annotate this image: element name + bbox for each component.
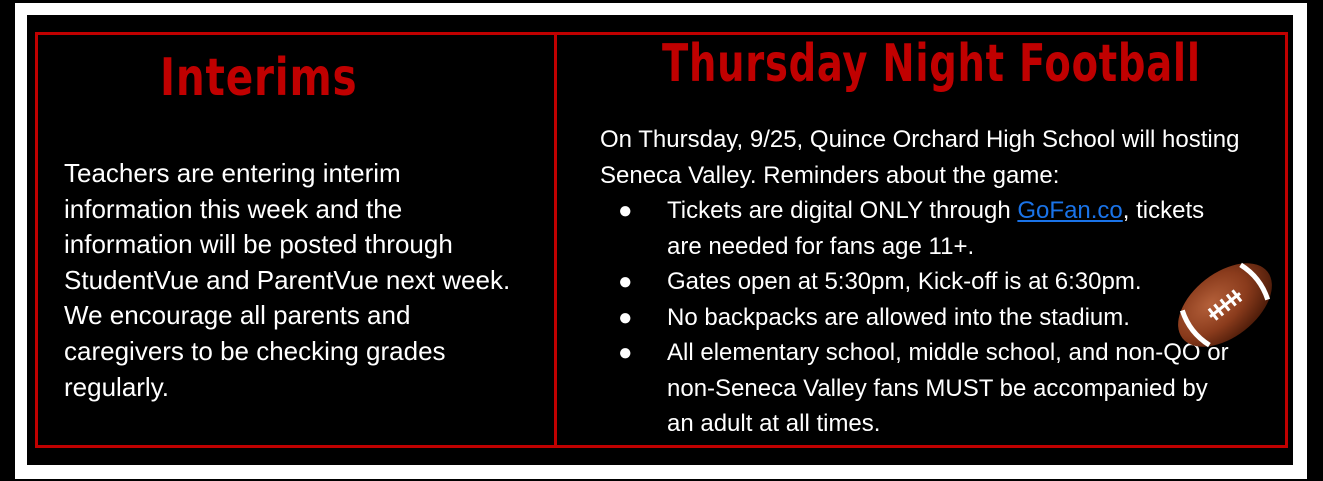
reminder-text: , tickets are needed for fans age 11+. xyxy=(667,197,1205,260)
reminder-item-backpacks xyxy=(600,300,1240,336)
reminder-item-gates xyxy=(600,264,1240,300)
football-intro: On Thursday, 9/25, Quince Orchard High School will hosting Seneca Valley. Reminders about the game: xyxy=(600,126,1240,189)
bullet-icon: ● xyxy=(618,339,633,366)
interims-body: Teachers are entering interim information this week and the information will be posted through StudentVue and ParentVue next week. We encourage all parents and caregivers to be checking grades regularly. xyxy=(64,158,511,402)
reminder-item-tickets xyxy=(600,193,1240,264)
football-icon xyxy=(1170,255,1280,355)
bullet-icon: ● xyxy=(618,303,633,331)
reminder-list xyxy=(600,193,1240,442)
bullet-icon: ● xyxy=(618,197,633,224)
football-body xyxy=(600,122,1240,442)
football-title: Thursday Night Football xyxy=(662,34,1201,94)
interims-title: Interims xyxy=(160,48,358,108)
gofan-link[interactable]: GoFan.co xyxy=(1017,197,1123,224)
reminder-text: No backpacks are allowed into the stadium. xyxy=(667,303,1130,331)
bullet-icon: ● xyxy=(618,268,633,295)
reminder-item-supervision xyxy=(600,335,1240,442)
reminder-text: Gates open at 5:30pm, Kick-off is at 6:30pm. xyxy=(667,268,1142,295)
reminder-text: All elementary school, middle school, and non-QO or non-Seneca Valley fans MUST be accompanied by an adult at all times. xyxy=(667,339,1229,437)
reminder-text: Tickets are digital ONLY through xyxy=(667,197,1018,224)
